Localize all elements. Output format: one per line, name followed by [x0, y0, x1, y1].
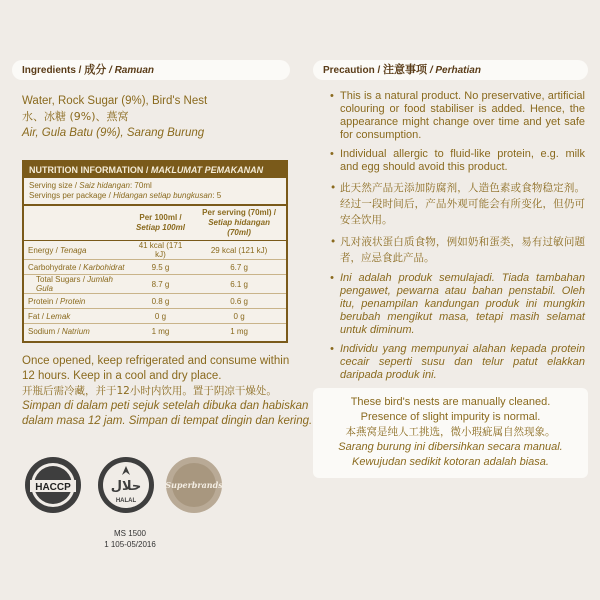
ingredients-heading — [12, 60, 290, 80]
row-label-ms: Natrium — [61, 326, 90, 336]
nutrition-title-ms: MAKLUMAT PEMAKANAN — [150, 165, 264, 175]
superbrands-text: Superbrands — [165, 480, 223, 490]
row-label-ms: Protein — [60, 296, 86, 306]
storage-en-1: Once opened, keep refrigerated and consume within — [22, 355, 290, 367]
list-item: • This is a natural product. No preservative, artificial colouring or food stabiliser is added. Hence, the appearance might change over time and yet safe for consumption. — [330, 90, 585, 142]
precaution-heading-zh: 注意事项 — [383, 63, 428, 76]
row-label — [24, 309, 129, 324]
row-value-100ml: 0.8 g — [129, 294, 192, 309]
notice-en-1: These bird's nests are manually cleaned. — [350, 396, 551, 408]
haccp-logo — [24, 456, 82, 514]
row-label — [24, 275, 129, 294]
row-value-serving: 1 mg — [230, 326, 248, 336]
notice-ms-2: Kewujudan sedikit kotoran adalah biasa. — [352, 456, 549, 468]
list-item: • Individual allergic to fluid-like protein, e.g. milk and egg should avoid this product. — [330, 148, 585, 174]
storage-ms-2: dalam masa 12 jam. Simpan di tempat dingin dan kering. — [22, 415, 313, 427]
ingredients-heading-en: Ingredients / — [22, 65, 82, 76]
nutrition-title-en: NUTRITION INFORMATION / — [29, 165, 149, 175]
superbrands-logo — [165, 456, 223, 514]
col2-ms: Setiap hidangan (70ml) — [208, 218, 270, 237]
halal-logo — [97, 456, 155, 514]
notice-ms-1: Sarang burung ini dibersihkan secara manual. — [338, 441, 563, 453]
nutrition-table — [24, 204, 286, 338]
nutrition-title — [24, 162, 286, 178]
row-value-serving: 6.7 g — [192, 260, 286, 275]
notice-en-2: Presence of slight impurity is normal. — [360, 411, 541, 423]
row-label-ms: Tenaga — [60, 245, 87, 255]
precaution-heading — [313, 60, 588, 80]
row-label-en: Protein / — [28, 296, 58, 306]
manual-cleaning-notice — [313, 388, 588, 478]
storage-zh: 开瓶后需冷藏，并于12小时内饮用。置于阴凉干燥处。 — [22, 385, 277, 397]
storage-ms-1: Simpan di dalam peti sejuk setelah dibuka dan habiskan — [22, 400, 309, 412]
ingredients-text — [22, 93, 207, 141]
ingredients-en: Water, Rock Sugar (9%), Bird's Nest — [22, 95, 208, 107]
serving-size-label-ms: Saiz hidangan — [79, 181, 130, 190]
table-row — [24, 275, 286, 294]
row-label-ms: Lemak — [46, 311, 71, 321]
row-label-ms: Karbohidrat — [83, 262, 125, 272]
row-label — [24, 294, 129, 309]
ingredients-zh: 水、冰糖 (9%)、燕窝 — [22, 110, 129, 123]
list-item: • Individu yang mempunyai alahan kepada protein cecair seperti susu dan telur patut elakkan daripada produk ini. — [330, 343, 585, 382]
row-label — [24, 260, 129, 275]
serving-size-value: : 70ml — [129, 181, 152, 190]
table-row — [24, 260, 286, 275]
row-value-serving: 6.1 g — [192, 275, 286, 294]
table-row — [24, 241, 286, 260]
col1-ms: Setiap 100ml — [136, 223, 185, 232]
row-value-100ml: 0 g — [129, 309, 192, 324]
ms-standard-1: MS 1500 — [113, 529, 147, 538]
storage-en-2: 12 hours. Keep in a cool and dry place. — [22, 370, 222, 382]
table-row — [24, 294, 286, 309]
halal-text: HALAL — [115, 498, 137, 504]
servings-per-package-label: Servings per package / — [29, 191, 111, 200]
servings-per-package-label-ms: Hidangan setiap bungkusan — [113, 191, 213, 200]
list-item: • 凡对液状蛋白质食物，例如奶和蛋类，易有过敏问题者，应忌食此产品。 — [330, 234, 585, 266]
row-label-en: Fat / — [28, 311, 45, 321]
row-label-en: Sodium / — [28, 326, 60, 336]
row-value-100ml: 9.5 g — [129, 260, 192, 275]
nutrition-serving-info — [24, 178, 286, 201]
col1-en: Per 100ml / — [139, 213, 182, 222]
col2-en: Per serving (70ml) / — [202, 208, 276, 217]
row-label-en: Carbohydrate / — [28, 262, 81, 272]
ingredients-heading-zh: 成分 — [84, 63, 107, 76]
nutrition-header-per100 — [129, 205, 192, 241]
nutrition-header-perserving — [192, 205, 286, 241]
row-label — [24, 241, 129, 260]
ingredients-heading-ms: / Ramuan — [109, 65, 155, 76]
row-label-ms: Jumlah Gula — [36, 275, 113, 293]
row-label — [24, 324, 129, 339]
ms-standard — [100, 528, 160, 550]
table-row — [24, 324, 286, 339]
row-value-serving: 0.6 g — [192, 294, 286, 309]
haccp-text: HACCP — [35, 482, 71, 493]
ingredients-ms: Air, Gula Batu (9%), Sarang Burung — [22, 127, 205, 139]
precaution-list — [330, 90, 585, 388]
row-value-serving: 29 kcal (121 kJ) — [192, 241, 286, 260]
precaution-heading-ms: / Perhatian — [429, 65, 481, 76]
halal-arabic-text: حلال — [110, 479, 142, 494]
row-label-en: Total Sugars / — [36, 275, 85, 284]
ms-standard-2: 1 105-05/2016 — [104, 540, 156, 549]
list-item: • 此天然产品无添加防腐剂，人造色素或食物稳定剂。经过一段时间后，产品外观可能会有所变化，但仍可安全饮用。 — [330, 180, 585, 228]
table-row — [24, 309, 286, 324]
row-label-en: Energy / — [28, 245, 58, 255]
row-value-100ml: 1 mg — [151, 326, 170, 336]
storage-text — [22, 354, 312, 429]
list-item: • Ini adalah produk semulajadi. Tiada tambahan pengawet, pewarna atau bahan penstabil. Oleh itu, penampilan kandungan produk ini mungkin berubah mengikut masa, tetapi masih selamat untuk diminum. — [330, 272, 585, 337]
row-value-100ml: 41 kcal (171 kJ) — [129, 241, 192, 260]
row-value-100ml: 8.7 g — [129, 275, 192, 294]
precaution-heading-en: Precaution / — [323, 65, 381, 76]
servings-per-package-value: : 5 — [212, 191, 222, 200]
notice-zh: 本燕窝是纯人工挑选，微小瑕疵属自然现象。 — [345, 426, 556, 438]
nutrition-header-blank — [24, 205, 129, 241]
nutrition-panel — [22, 160, 288, 343]
row-value-serving: 0 g — [192, 309, 286, 324]
serving-size-label: Serving size / — [29, 181, 78, 190]
